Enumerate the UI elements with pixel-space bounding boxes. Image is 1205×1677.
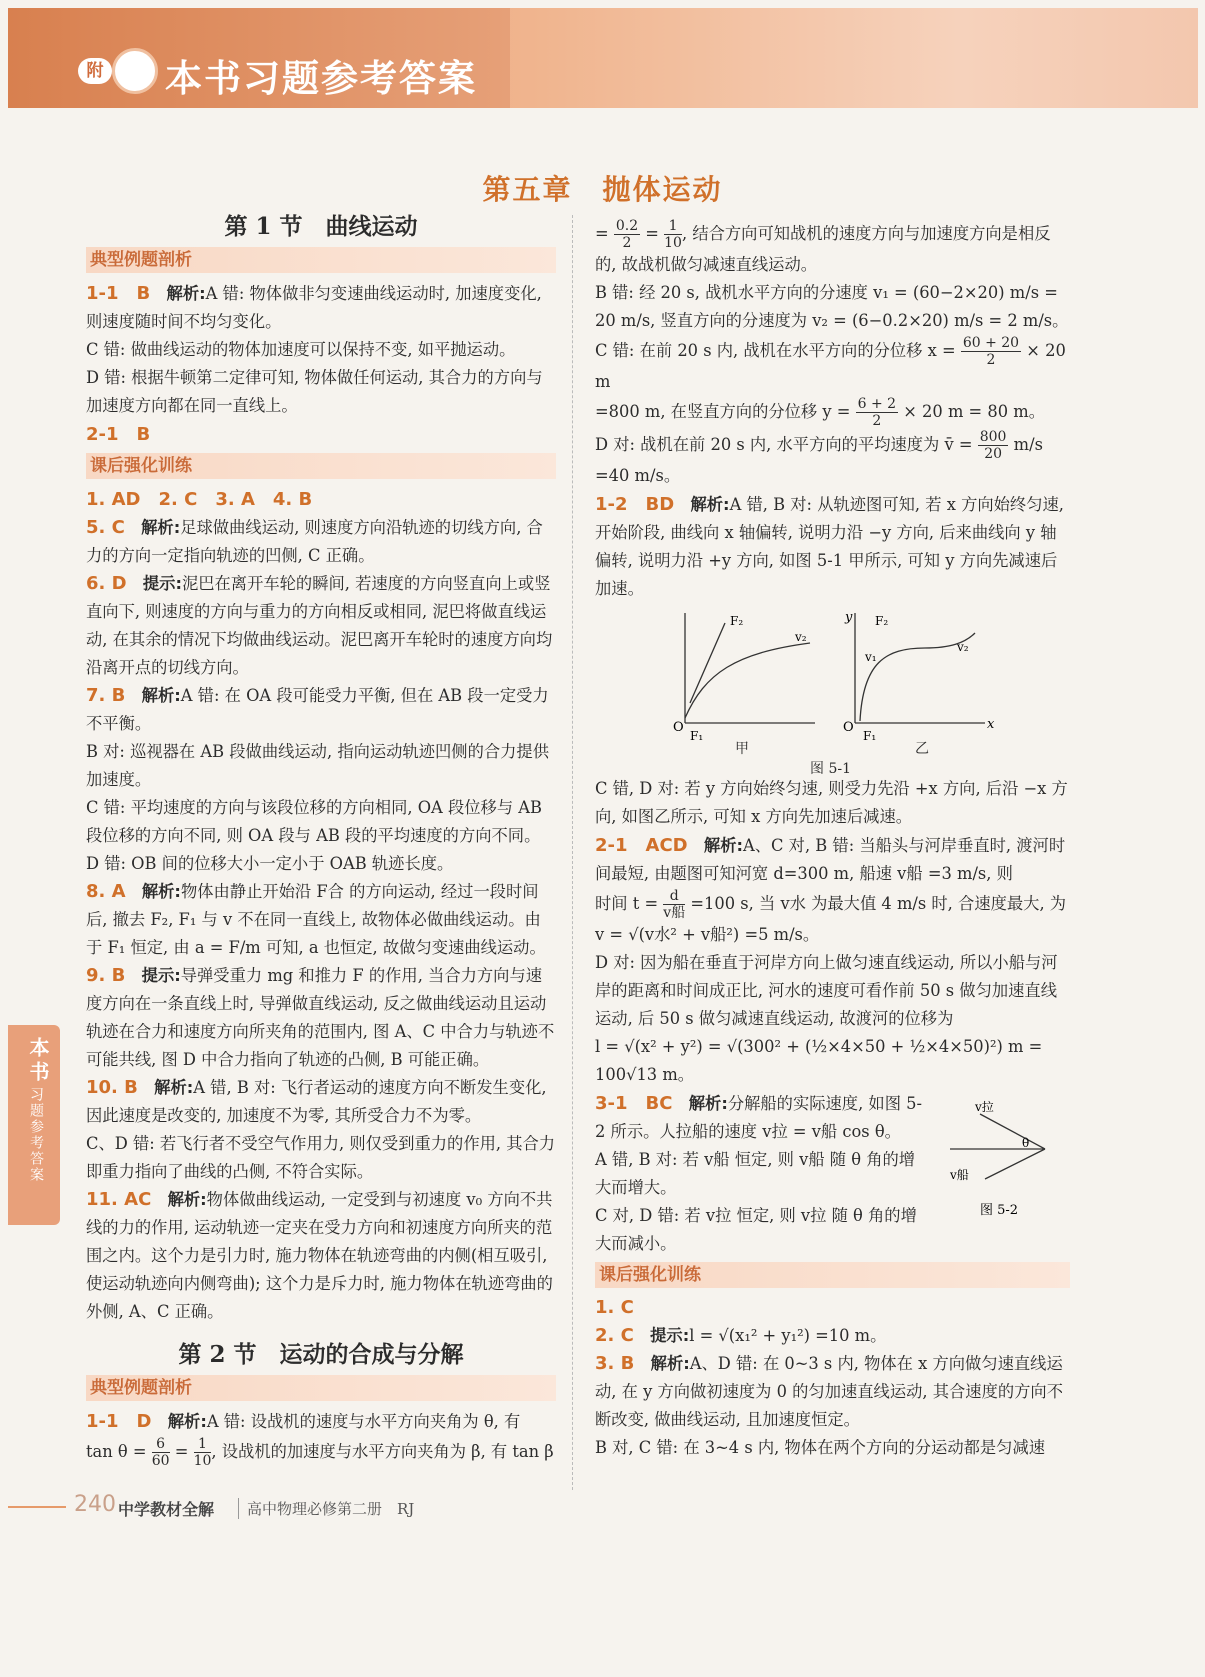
- svg-text:v拉: v拉: [975, 1100, 994, 1114]
- svg-text:F₂: F₂: [875, 614, 889, 628]
- section-band: 课后强化训练: [595, 1262, 1070, 1288]
- right-column: [595, 218, 1070, 1462]
- header-title: 本书习题参考答案: [165, 57, 477, 100]
- answer-formula: D 对: 战机在前 20 s 内, 水平方向的平均速度为 v̄ = $\frac{800}{20}$ m/s: [595, 429, 1043, 462]
- side-tab: [8, 1025, 60, 1225]
- figure-5-1-captions: [595, 741, 1070, 777]
- section-band: 课后强化训练: [86, 453, 556, 479]
- svg-text:θ: θ: [1022, 1136, 1030, 1150]
- answer-text: D 对: 因为船在垂直于河岸方向上做匀速直线运动, 所以小船与河岸的距离和时间成正比, 河水的速度可看作前 50 s 做匀加速直线运动, 后 50 s 做匀减速直线运动, 故渡河的位移为: [595, 953, 1058, 1028]
- answer-text: =40 m/s。: [595, 466, 681, 485]
- figure-5-1-diagram: [595, 603, 1070, 753]
- section-title: 第 2 节 运动的合成与分解: [178, 1341, 464, 1368]
- svg-text:F₂: F₂: [730, 614, 744, 628]
- figure-5-2-diagram: [940, 1100, 1070, 1229]
- answer-item: 11. AC 解析:物体做曲线运动, 一定受到与初速度 v₀ 方向不共线的力的作用, 运动轨迹一定夹在受力方向和初速度方向所夹的范围之内。这个力是引力时, 施力物体在轨迹弯曲的内侧(相互吸引, 使运动轨迹向内侧弯曲); 这个力是斥力时, 施力物体在轨迹弯曲的外侧, A、C 正确。: [86, 1189, 553, 1321]
- answer-item: 2. C 提示:l = √(x₁² + y₁²) =10 m。: [595, 1325, 887, 1346]
- svg-text:v船: v船: [950, 1168, 969, 1182]
- section-band: 典型例题剖析: [86, 1375, 556, 1401]
- appendix-badge: 附: [78, 58, 112, 84]
- answer-item: 1-1 D 解析:A 错: 设战机的速度与水平方向夹角为 θ, 有: [86, 1411, 521, 1432]
- answer-text: B 错: 经 20 s, 战机水平方向的分速度 v₁ = (60−2×20) m/s = 20 m/s, 竖直方向的分速度为 v₂ = (6−0.2×20) m/s = 2 m/s。: [595, 283, 1069, 330]
- column-divider: [572, 215, 573, 1490]
- answer-text: C 对, D 错: 若 v拉 恒定, 则 v拉 随 θ 角的增大而减小。: [595, 1206, 917, 1253]
- answer-item: 1-1 B 解析:A 错: 物体做非匀变速曲线运动时, 加速度变化, 则速度随时间不均匀变化。: [86, 283, 542, 331]
- figure-label-yi: 乙: [915, 741, 929, 757]
- section-band: 典型例题剖析: [86, 247, 556, 273]
- chapter-title: 第五章 抛体运动: [482, 173, 723, 206]
- answer-item: 2-1 B: [86, 424, 151, 445]
- svg-text:图 5-2: 图 5-2: [980, 1203, 1019, 1218]
- svg-text:v₁: v₁: [865, 650, 877, 664]
- answer-item: 2-1 ACD 解析:A、C 对, B 错: 当船头与河岸垂直时, 渡河时间最短, 由题图可知河宽 d=300 m, 船速 v船 =3 m/s, 则: [595, 835, 1066, 883]
- answer-item: 6. D 提示:泥巴在离开车轮的瞬间, 若速度的方向竖直向上或竖直向下, 则速度的方向与重力的方向相反或相同, 泥巴将做直线运动, 在其余的情况下均做曲线运动。泥巴离开车轮时的速度方向均沿离开点的切线方向。: [86, 573, 553, 677]
- svg-text:O: O: [673, 720, 684, 735]
- answer-item: 7. B 解析:A 错: 在 OA 段可能受力平衡, 但在 AB 段一定受力不平衡。: [86, 685, 549, 733]
- section-title: 第 1 节 曲线运动: [224, 213, 418, 240]
- answer-3-1-block: [595, 1089, 1070, 1258]
- figure-caption: 图 5-1: [810, 761, 851, 777]
- answer-item: 5. C 解析:足球做曲线运动, 则速度方向沿轨迹的切线方向, 合力的方向一定指向轨迹的凹侧, C 正确。: [86, 517, 543, 565]
- svg-text:x: x: [987, 717, 995, 732]
- svg-text:v₂: v₂: [957, 640, 969, 654]
- answer-formula: tan θ = $\frac{6}{60}$ = $\frac{1}{10}$ , 设战机的加速度与水平方向夹角为 β, 有 tan β: [86, 1436, 554, 1469]
- answer-formula: 时间 t = $\frac{d}{\text{v船}}$ =100 s, 当 v水 为最大值 4 m/s 时, 合速度最大, 为: [595, 888, 1067, 921]
- answer-text: l = √(x² + y²) = √(300² + (½×4×50 + ½×4×50)²) m = 100√13 m。: [595, 1037, 1043, 1084]
- answer-item: 3-1 BC 解析:分解船的实际速度, 如图 5-2 所示。人拉船的速度 v拉 = v船 cos θ。: [595, 1093, 923, 1141]
- figure-5-1: [595, 603, 1070, 753]
- answer-text: C 错: 做曲线运动的物体加速度可以保持不变, 如平抛运动。: [86, 340, 516, 359]
- answer-text: C 错, D 对: 若 y 方向始终匀速, 则受力先沿 +x 方向, 后沿 −x 方向, 如图乙所示, 可知 x 方向先加速后减速。: [595, 779, 1068, 826]
- svg-text:y: y: [845, 610, 853, 625]
- answer-text: D 错: 根据牛顿第二定律可知, 物体做任何运动, 其合力的方向与加速度方向都在同一直线上。: [86, 368, 543, 415]
- footer-book-title: 中学教材全解: [118, 1500, 215, 1519]
- page-number: 240: [74, 1492, 116, 1517]
- footer-line: [8, 1506, 66, 1508]
- svg-text:O: O: [843, 720, 854, 735]
- svg-text:F₁: F₁: [690, 729, 704, 743]
- answer-item: 9. B 提示:导弹受重力 mg 和推力 F 的作用, 当合力方向与速度方向在一条直线上时, 导弹做直线运动, 反之做曲线运动且运动轨迹在合力和速度方向所夹角的范围内, 图 A、C 中合力与轨迹不可能共线, 图 D 中合力指向了轨迹的凸侧, B 可能正确。: [86, 965, 555, 1069]
- answer-text: v = √(v水² + v船²) =5 m/s。: [595, 925, 820, 944]
- side-tab-sub: 习题参考答案: [28, 1087, 44, 1183]
- left-column: [86, 205, 556, 1469]
- book-logo-icon: [112, 48, 158, 94]
- answer-item: 10. B 解析:A 错, B 对: 飞行者运动的速度方向不断发生变化, 因此速度是改变的, 加速度不为零, 其所受合力不为零。: [86, 1077, 547, 1125]
- svg-text:v₂: v₂: [795, 630, 807, 644]
- answer-item: 1. AD 2. C 3. A 4. B: [86, 489, 313, 510]
- answer-text: A 错, B 对: 若 v船 恒定, 则 v船 随 θ 角的增大而增大。: [595, 1150, 916, 1197]
- footer-subtitle: 高中物理必修第二册 RJ: [238, 1498, 414, 1519]
- answer-formula: C 错: 在前 20 s 内, 战机在水平方向的分位移 x = $\frac{60 + 20}{2}$ × 20 m: [595, 335, 1066, 391]
- answer-text: C、D 错: 若飞行者不受空气作用力, 则仅受到重力的作用, 其合力即重力指向了曲线的凸侧, 不符合实际。: [86, 1134, 556, 1181]
- svg-text:F₁: F₁: [863, 729, 877, 743]
- answer-item: 1-2 BD 解析:A 错, B 对: 从轨迹图可知, 若 x 方向始终匀速, 开始阶段, 曲线向 x 轴偏转, 说明力沿 −y 方向, 后来曲线向 y 轴偏转, 说明力沿 +y 方向, 如图 5-1 甲所示, 可知 y 方向先减速后加速。: [595, 494, 1064, 598]
- answer-formula: =800 m, 在竖直方向的分位移 y = $\frac{6 + 2}{2}$ × 20 m = 80 m。: [595, 396, 1045, 429]
- answer-formula: = $\frac{0.2}{2}$ = $\frac{1}{10}$ , 结合方向可知战机的速度方向与加速度方向是相反的, 故战机做匀减速直线运动。: [595, 218, 1051, 274]
- answer-item: 3. B 解析:A、D 错: 在 0~3 s 内, 物体在 x 方向做匀速直线运动, 在 y 方向做初速度为 0 的匀加速直线运动, 其合速度的方向不断改变, 做曲线运动, 且加速度恒定。: [595, 1353, 1063, 1429]
- answer-item: 8. A 解析:物体由静止开始沿 F合 的方向运动, 经过一段时间后, 撤去 F₂, F₁ 与 v 不在同一直线上, 故物体必做曲线运动。由于 F₁ 恒定, 由 a = F/m 可知, a 也恒定, 故做匀变速曲线运动。: [86, 881, 546, 957]
- side-tab-main: 本书: [26, 1037, 50, 1085]
- figure-label-jia: 甲: [735, 741, 749, 757]
- answer-text: C 错: 平均速度的方向与该段位移的方向相同, OA 段位移与 AB 段位移的方向不同, 则 OA 段与 AB 段的平均速度的方向不同。: [86, 798, 543, 845]
- answer-item: 1. C: [595, 1297, 634, 1318]
- answer-text: B 对, C 错: 在 3~4 s 内, 物体在两个方向的分运动都是匀减速: [595, 1438, 1046, 1457]
- answer-text: B 对: 巡视器在 AB 段做曲线运动, 指向运动轨迹凹侧的合力提供加速度。: [86, 742, 549, 789]
- answer-text: D 错: OB 间的位移大小一定小于 OAB 轨迹长度。: [86, 854, 454, 873]
